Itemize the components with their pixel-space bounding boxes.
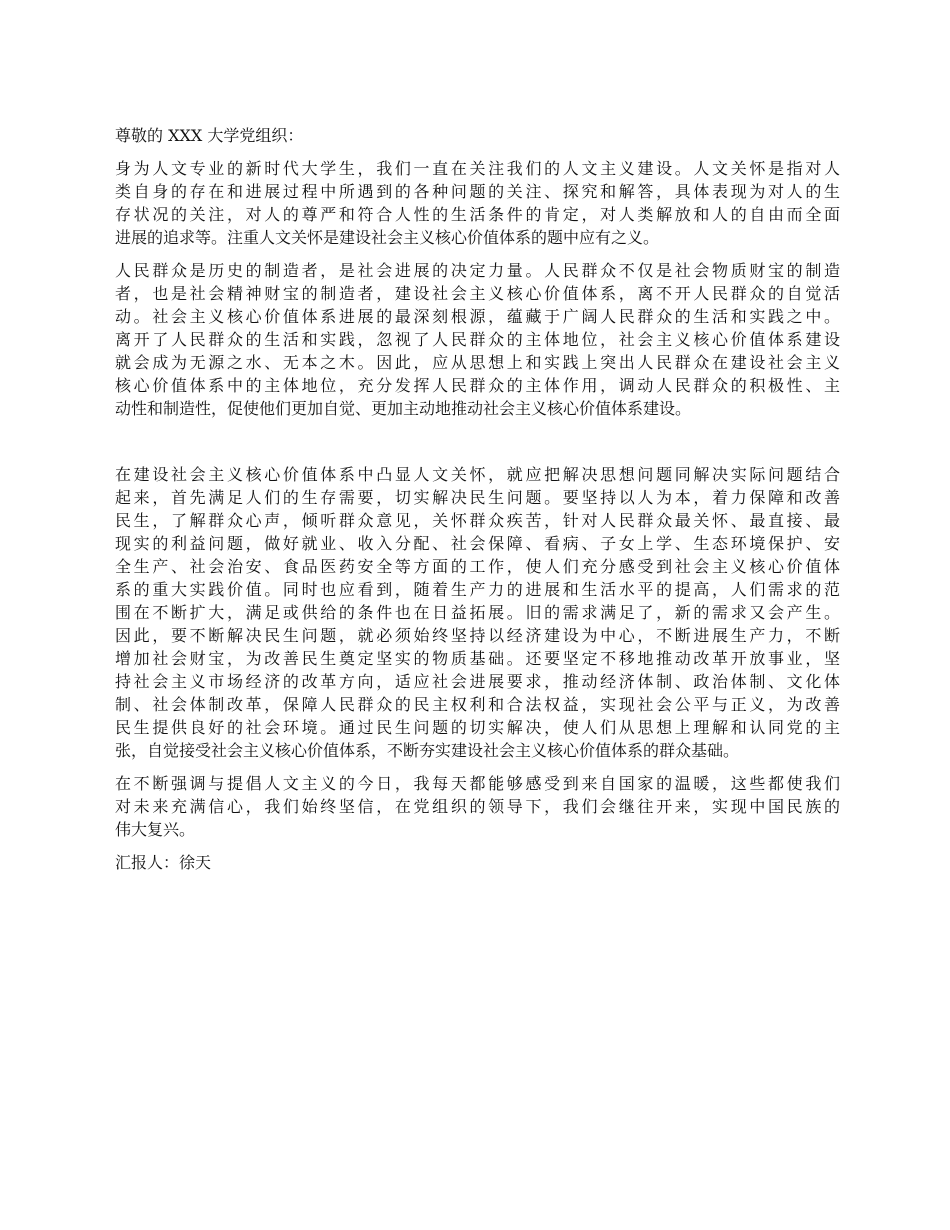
paragraph-line: 围在不断扩大，满足或供给的条件也在日益拓展。旧的需求满足了，新的需求又会产生。 xyxy=(115,603,840,622)
paragraph-line: 在不断强调与提倡人文主义的今日，我每天都能够感受到来自国家的温暖，这些都使我们 xyxy=(115,774,840,793)
paragraph-line: 对未来充满信心，我们始终坚信，在党组织的领导下，我们会继往开来，实现中国民族的 xyxy=(115,797,840,816)
paragraph-line: 制、社会体制改革，保障人民群众的民主权利和合法权益，实现社会公平与正义，为改善 xyxy=(115,695,840,714)
paragraph-line: 伟大复兴。 xyxy=(115,820,196,839)
paragraph-line: 就会成为无源之水、无本之木。因此，应从思想上和实践上突出人民群众在建设社会主义 xyxy=(115,353,840,372)
paragraph-humanistic-care xyxy=(115,157,840,249)
paragraph-line: 类自身的存在和进展过程中所遇到的各种问题的关注、探究和解答，具体表现为对人的生 xyxy=(115,182,840,201)
paragraph-line: 人民群众是历史的制造者，是社会进展的决定力量。人民群众不仅是社会物质财宝的制造 xyxy=(115,261,840,280)
paragraph-line: 进展的追求等。注重人文关怀是建设社会主义核心价值体系的题中应有之义。 xyxy=(115,228,660,247)
paragraph-line: 民生提供良好的社会环境。通过民生问题的切实解决，使人们从思想上理解和认同党的主 xyxy=(115,718,840,737)
paragraph-line: 存状况的关注，对人的尊严和符合人性的生活条件的肯定，对人类解放和人的自由而全面 xyxy=(115,205,840,224)
paragraph-line: 动。社会主义核心价值体系进展的最深刻根源，蕴藏于广阔人民群众的生活和实践之中。 xyxy=(115,307,840,326)
paragraph-line: 者，也是社会精神财宝的制造者，建设社会主义核心价值体系，离不开人民群众的自觉活 xyxy=(115,284,840,303)
paragraph-line: 动性和制造性，促使他们更加自觉、更加主动地推动社会主义核心价值体系建设。 xyxy=(115,399,692,418)
paragraph-line: 在建设社会主义核心价值体系中凸显人文关怀，就应把解决思想问题同解决实际问题结合 xyxy=(115,465,840,484)
paragraph-line: 全生产、社会治安、食品医药安全等方面的工作，使人们充分感受到社会主义核心价值体 xyxy=(115,557,840,576)
paragraph-line: 持社会主义市场经济的改革方向，适应社会进展要求，推动经济体制、政治体制、文化体 xyxy=(115,672,840,691)
paragraph-line: 民生，了解群众心声，倾听群众意见，关怀群众疾苦，针对人民群众最关怀、最直接、最 xyxy=(115,511,840,530)
paragraph-line: 张，自觉接受社会主义核心价值体系，不断夯实建设社会主义核心价值体系的群众基础。 xyxy=(115,741,740,760)
signature: 汇报人：徐天 xyxy=(115,853,212,872)
paragraph-line: 离开了人民群众的生活和实践，忽视了人民群众的主体地位，社会主义核心价值体系建设 xyxy=(115,330,840,349)
paragraph-people-masses xyxy=(115,259,840,420)
paragraph-line: 增加社会财宝，为改善民生奠定坚实的物质基础。还要坚定不移地推动改革开放事业，坚 xyxy=(115,649,840,668)
paragraph-line: 身为人文专业的新时代大学生，我们一直在关注我们的人文主义建设。人文关怀是指对人 xyxy=(115,159,840,178)
paragraph-line: 系的重大实践价值。同时也应看到，随着生产力的进展和生活水平的提高，人们需求的范 xyxy=(115,580,840,599)
blank-space xyxy=(115,430,840,463)
salutation: 尊敬的 XXX 大学党组织： xyxy=(115,126,304,145)
paragraph-line: 现实的利益问题，做好就业、收入分配、社会保障、看病、子女上学、生态环境保护、安 xyxy=(115,534,840,553)
paragraph-line: 起来，首先满足人们的生存需要，切实解决民生问题。要坚持以人为本，着力保障和改善 xyxy=(115,488,840,507)
document-body xyxy=(115,124,840,874)
paragraph-line: 因此，要不断解决民生问题，就必须始终坚持以经济建设为中心，不断进展生产力，不断 xyxy=(115,626,840,645)
paragraph-line: 核心价值体系中的主体地位，充分发挥人民群众的主体作用，调动人民群众的积极性、主 xyxy=(115,376,840,395)
paragraph-conclusion xyxy=(115,772,840,841)
paragraph-livelihood xyxy=(115,463,840,762)
